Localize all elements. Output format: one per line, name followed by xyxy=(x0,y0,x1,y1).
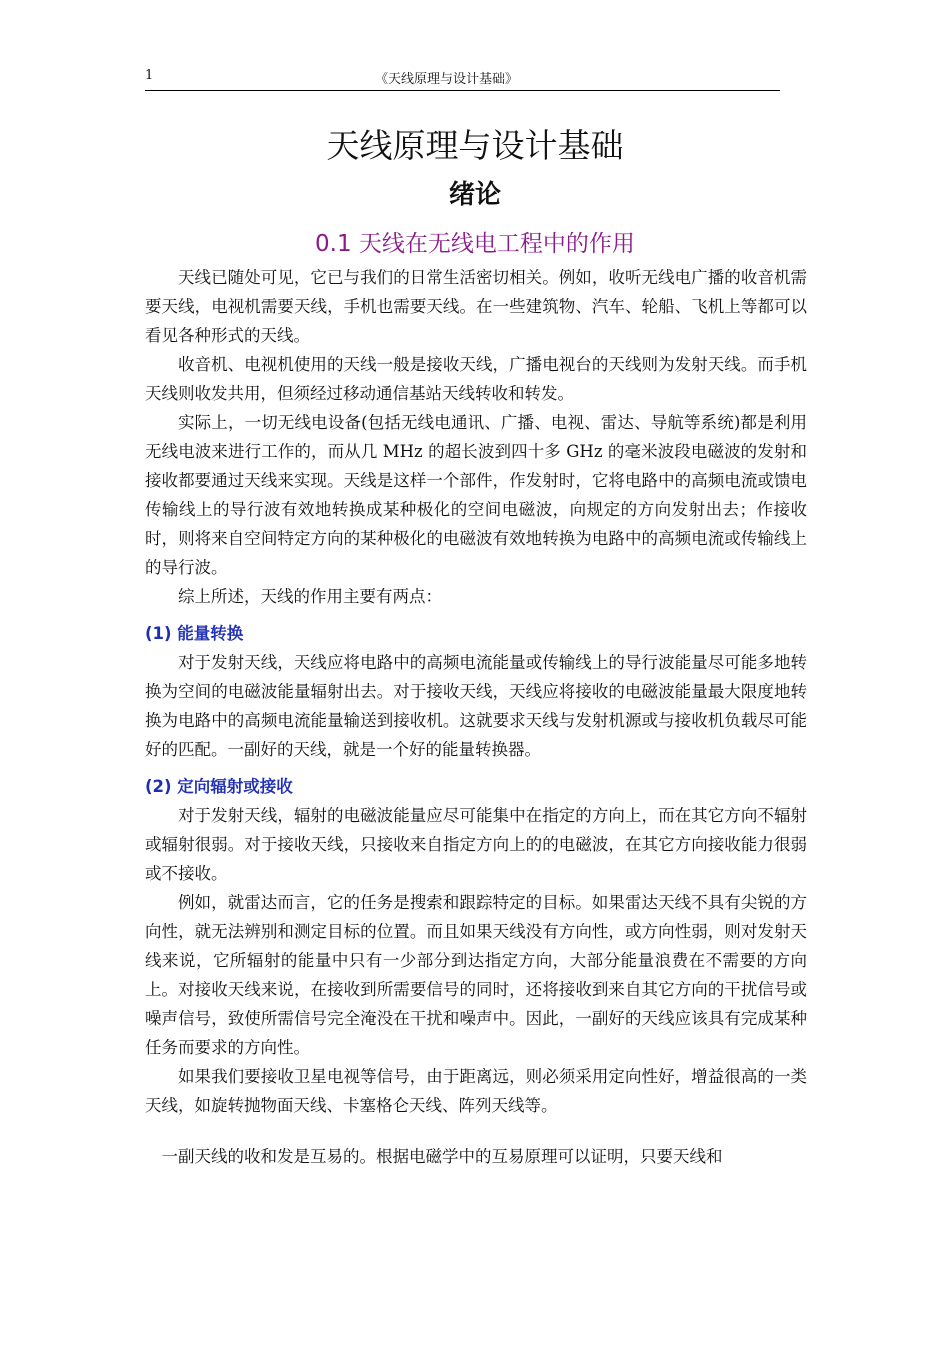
document-title: 天线原理与设计基础 xyxy=(326,126,624,165)
paragraph: 如果我们要接收卫星电视等信号，由于距离远，则必须采用定向性好，增益很高的一类天线，如旋转抛物面天线、卡塞格仑天线、阵列天线等。 xyxy=(145,1067,807,1115)
paragraph: 对于发射天线，辐射的电磁波能量应尽可能集中在指定的方向上，而在其它方向不辐射或辐射很弱。对于接收天线，只接收来自指定方向上的的电磁波，在其它方向接收能力很弱或不接收。 xyxy=(145,806,807,883)
section-title: 0.1 天线在无线电工程中的作用 xyxy=(315,231,635,257)
page-header xyxy=(145,68,780,91)
paragraph: 天线已随处可见，它已与我们的日常生活密切相关。例如，收听无线电广播的收音机需要天线，电视机需要天线，手机也需要天线。在一些建筑物、汽车、轮船、飞机上等都可以看见各种形式的天线。 xyxy=(145,268,807,345)
paragraph: 实际上，一切无线电设备(包括无线电通讯、广播、电视、雷达、导航等系统)都是利用无线电波来进行工作的，而从几 MHz 的超长波到四十多 GHz 的毫米波段电磁波的发射和接收都要通过天线来实现。天线是这样一个部件，作发射时，它将电路中的高频电流或馈电传输线上的导行波有效地转换成某种极化的空间电磁波，向规定的方向发射出去；作接收时，则将来自空间特定方向的某种极化的电磁波有效地转换为电路中的高频电流或传输线上的导行波。 xyxy=(145,413,807,577)
body-text xyxy=(145,263,807,1171)
running-title: 《天线原理与设计基础》 xyxy=(375,72,519,87)
paragraph: 例如，就雷达而言，它的任务是搜索和跟踪特定的目标。如果雷达天线不具有尖锐的方向性，就无法辨别和测定目标的位置。而且如果天线没有方向性，或方向性弱，则对发射天线来说，它所辐射的能量中只有一少部分到达指定方向，大部分能量浪费在不需要的方向上。对接收天线来说，在接收到所需要信号的同时，还将接收到来自其它方向的干扰信号或噪声信号，致使所需信号完全淹没在干扰和噪声中。因此，一副好的天线应该具有完成某种任务而要求的方向性。 xyxy=(145,893,807,1057)
paragraph: 对于发射天线，天线应将电路中的高频电流能量或传输线上的导行波能量尽可能多地转换为空间的电磁波能量辐射出去。对于接收天线，天线应将接收的电磁波能量最大限度地转换为电路中的高频电流能量输送到接收机。这就要求天线与发射机源或与接收机负载尽可能好的匹配。一副好的天线，就是一个好的能量转换器。 xyxy=(145,653,807,759)
chapter-title: 绪论 xyxy=(448,180,501,210)
paragraph: 一副天线的收和发是互易的。根据电磁学中的互易原理可以证明，只要天线和 xyxy=(161,1147,723,1166)
paragraph: 收音机、电视机使用的天线一般是接收天线，广播电视台的天线则为发射天线。而手机天线则收发共用，但须经过移动通信基站天线转收和转发。 xyxy=(145,355,807,403)
subheading-directional-radiation: (2) 定向辐射或接收 xyxy=(145,777,293,796)
spacer xyxy=(145,1120,807,1142)
paragraph: 综上所述，天线的作用主要有两点： xyxy=(178,587,442,606)
page-number: 1 xyxy=(145,68,154,83)
subheading-energy-conversion: (1) 能量转换 xyxy=(145,624,244,643)
